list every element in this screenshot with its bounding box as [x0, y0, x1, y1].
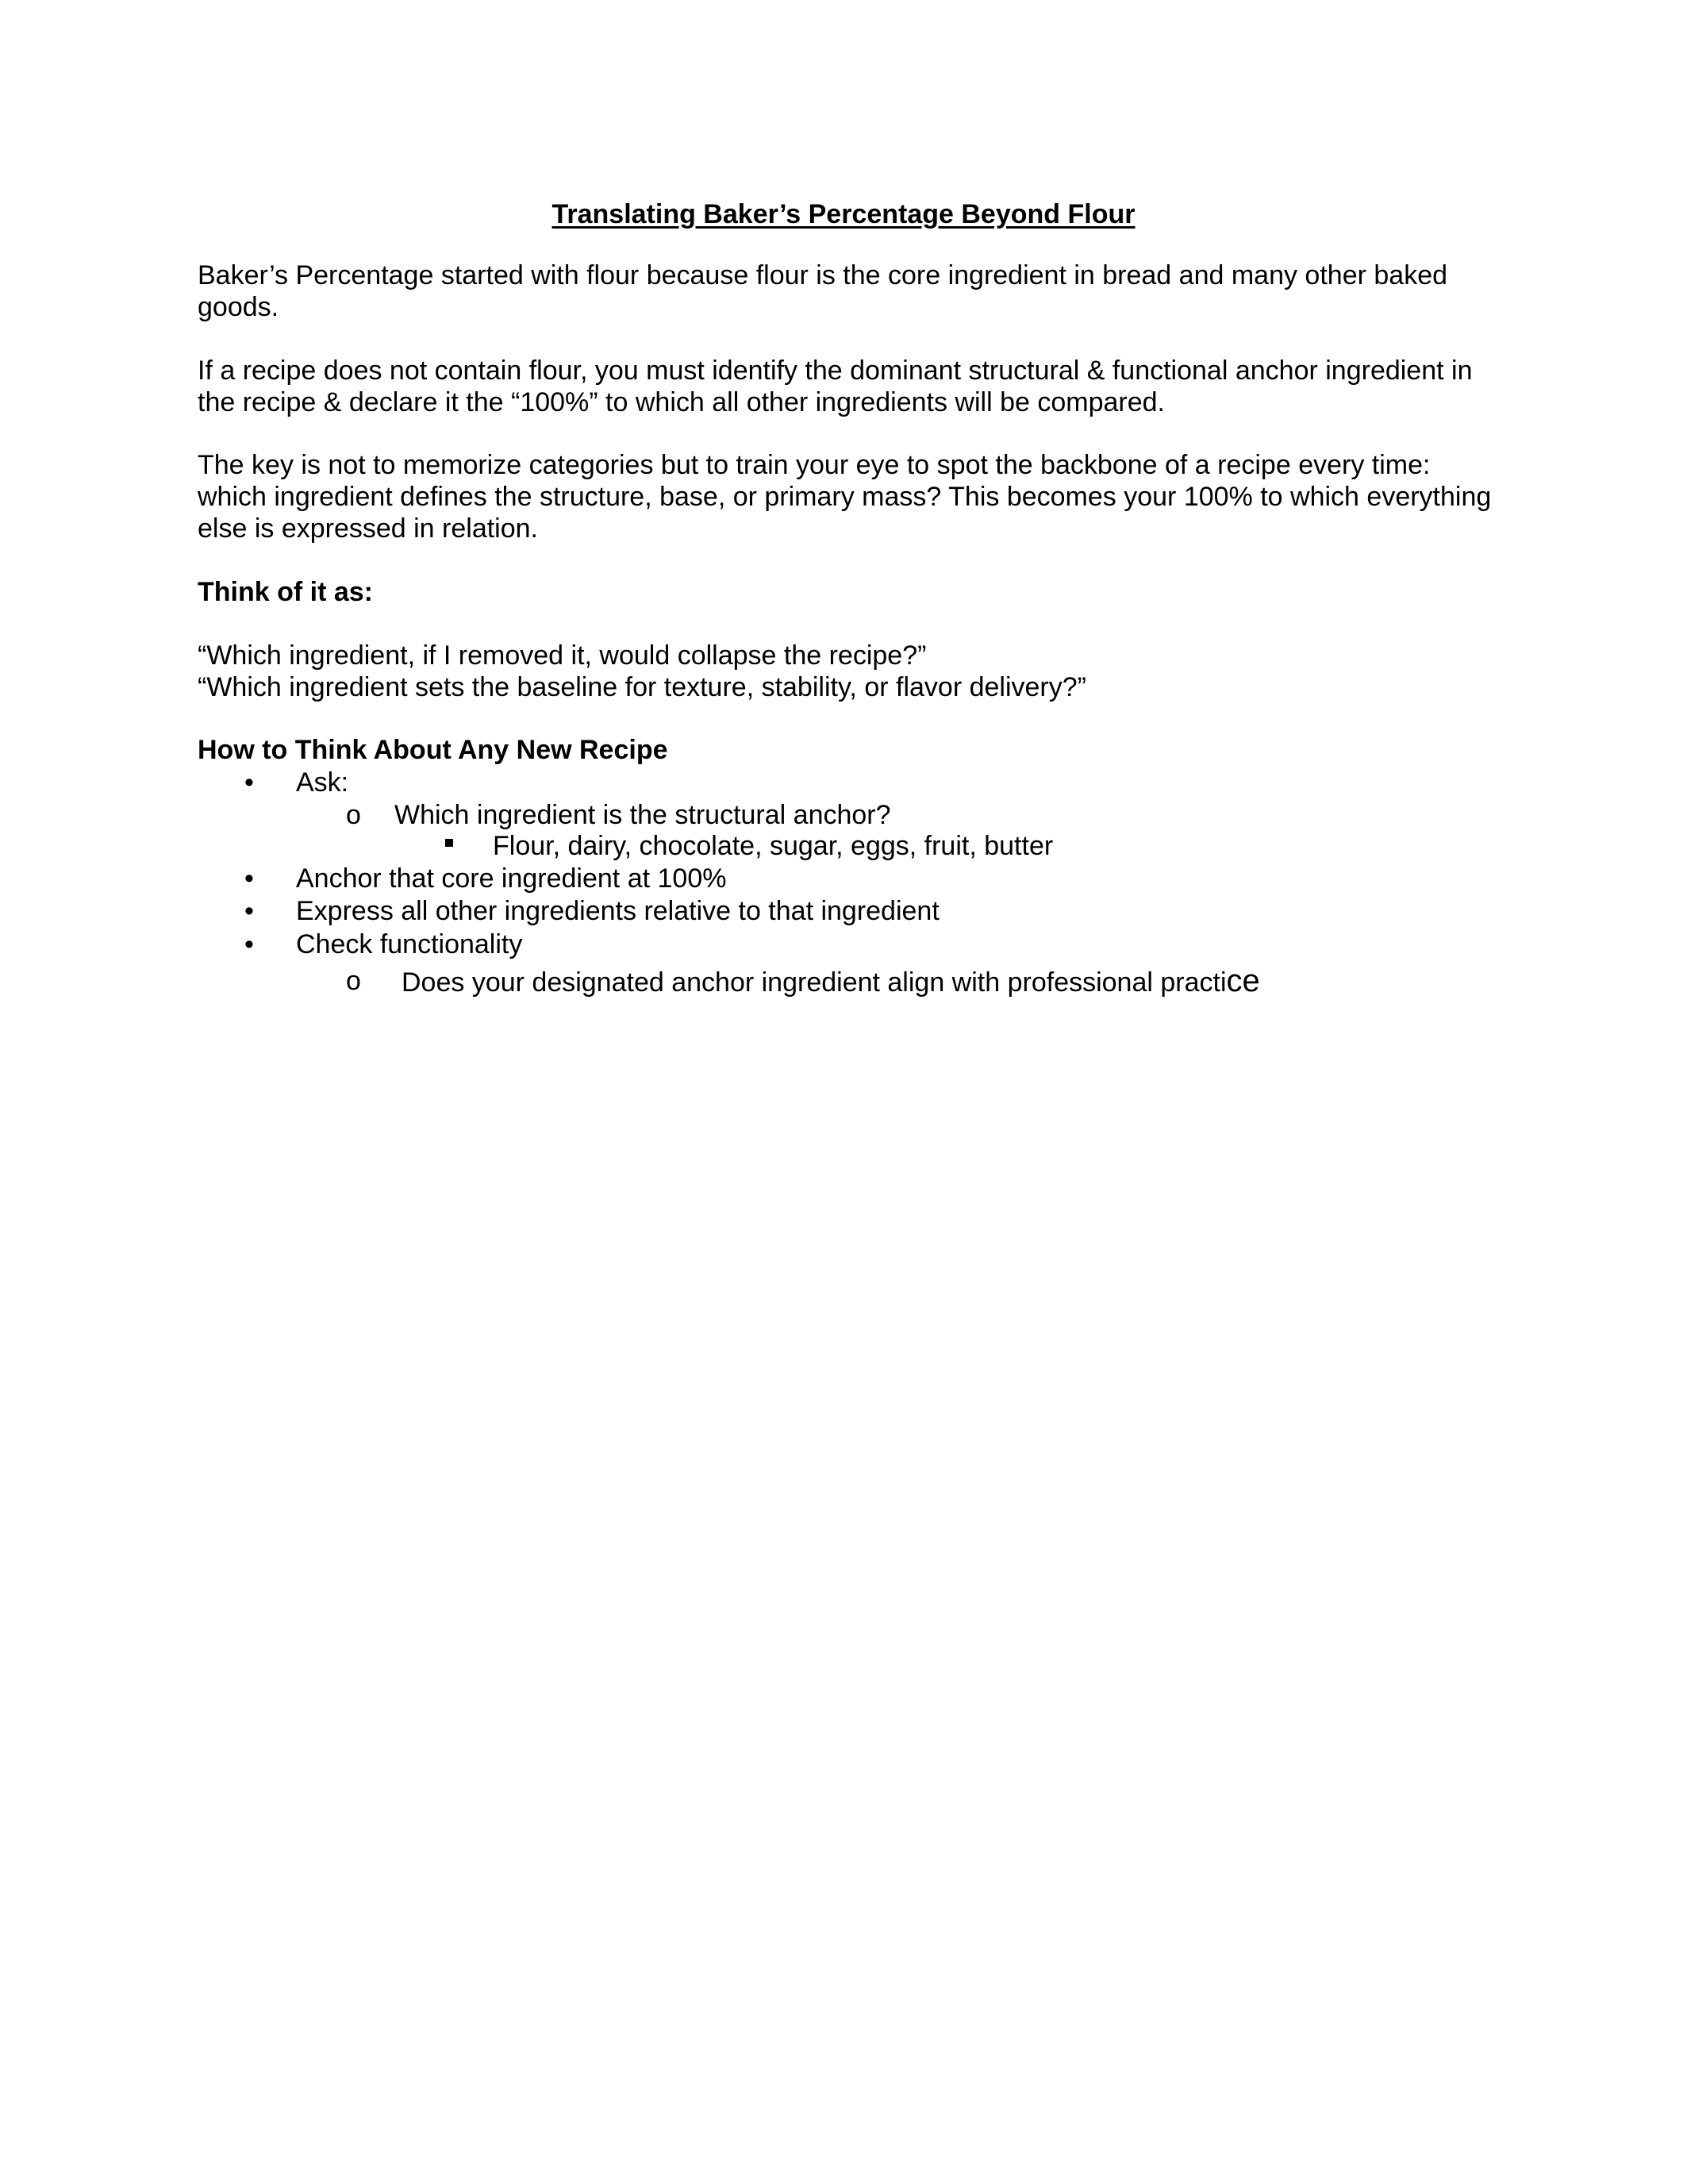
paragraph-no-flour: If a recipe does not contain flour, you must identify the dominant structural & functional anchor ingredient in the recipe & declare it the “100%” to which all other ingredients will be compared.: [198, 356, 1473, 417]
list-subitem-practice: [402, 965, 1260, 998]
list-subsubitem-examples: Flour, dairy, chocolate, sugar, eggs, fruit, butter: [493, 831, 1054, 861]
practice-text-tail: ce: [1226, 963, 1260, 998]
bullet-icon: •: [244, 896, 254, 926]
question-collapse: “Which ingredient, if I removed it, would collapse the recipe?”: [198, 640, 927, 671]
list-item-anchor: Anchor that core ingredient at 100%: [296, 863, 727, 894]
paragraph-key: The key is not to memorize categories but to train your eye to spot the backbone of a recipe every time: which ingredient defines the structure, base, or primary mass? This becomes your 100% to which everything else is expressed in relation.: [198, 450, 1492, 544]
bullet-icon: •: [244, 929, 254, 959]
how-heading: How to Think About Any New Recipe: [198, 735, 668, 765]
think-heading: Think of it as:: [198, 577, 373, 607]
bullet-icon: •: [244, 767, 254, 798]
sub-bullet-icon: o: [346, 800, 361, 830]
list-item-express: Express all other ingredients relative to that ingredient: [296, 896, 940, 926]
question-baseline: “Which ingredient sets the baseline for texture, stability, or flavor delivery?”: [198, 672, 1086, 702]
document-title: Translating Baker’s Percentage Beyond Flour: [551, 199, 1136, 229]
paragraph-intro: Baker’s Percentage started with flour because flour is the core ingredient in bread and many other baked goods.: [198, 260, 1448, 322]
list-item-ask: Ask:: [296, 767, 349, 798]
practice-text-main: Does your designated anchor ingredient align with professional practi: [402, 967, 1227, 998]
sub-bullet-icon: o: [346, 966, 361, 996]
list-subitem-anchor-question: Which ingredient is the structural anchor?: [394, 800, 891, 830]
bullet-icon: •: [244, 863, 254, 894]
square-bullet-icon: [445, 839, 453, 847]
list-item-check: Check functionality: [296, 929, 523, 959]
